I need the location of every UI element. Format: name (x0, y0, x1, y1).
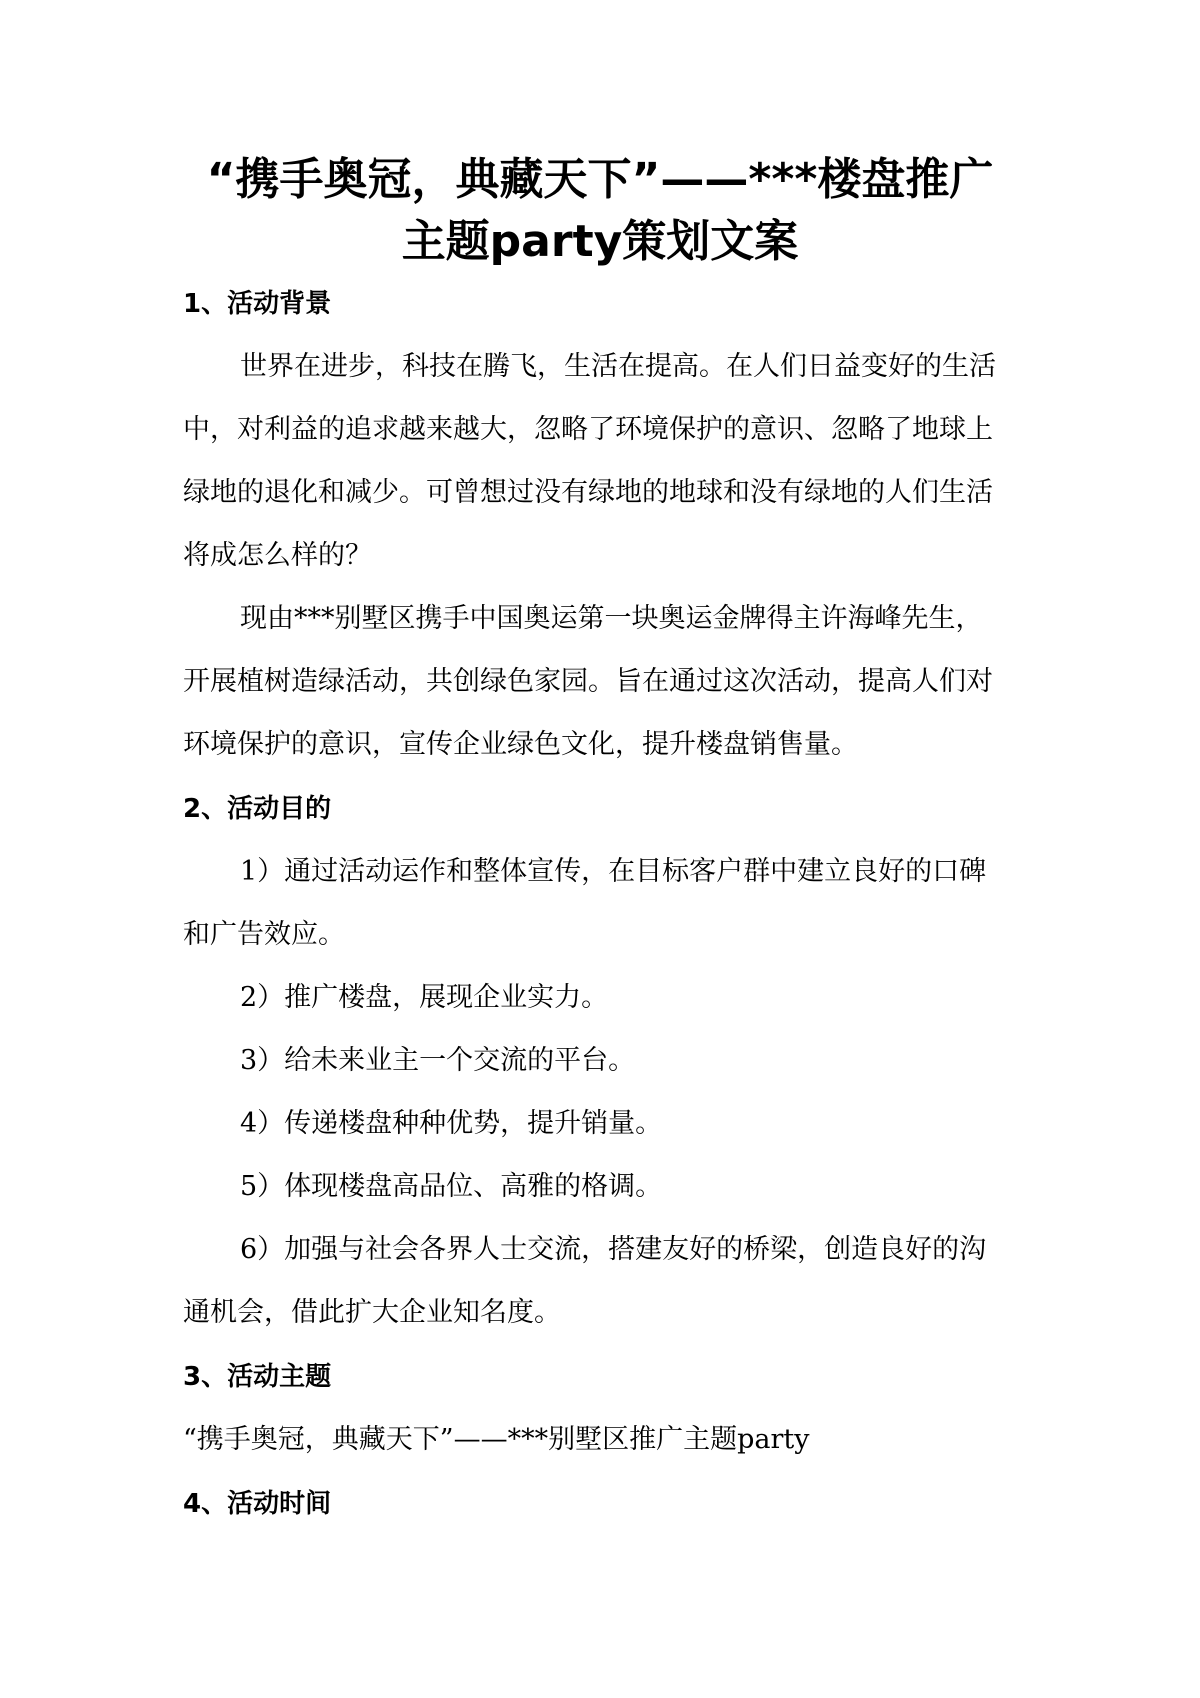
document-title-line-1: “携手奥冠，典藏天下”——***楼盘推广 (206, 154, 994, 205)
list-item-line: 4）传递楼盘种种优势，提升销量。 (240, 1108, 663, 1139)
paragraph-line: 现由***别墅区携手中国奥运第一块奥运金牌得主许海峰先生， (240, 603, 983, 634)
section-heading-purpose: 2、活动目的 (183, 794, 332, 824)
document-title-line-2: 主题party策划文案 (401, 216, 799, 267)
list-item-line: 和广告效应。 (183, 919, 345, 950)
list-item-line: 5）体现楼盘高品位、高雅的格调。 (240, 1171, 663, 1202)
paragraph-line: 世界在进步，科技在腾飞，生活在提高。在人们日益变好的生活 (240, 351, 996, 382)
paragraph-line: 将成怎么样的？ (183, 540, 372, 571)
paragraph-line: 中，对利益的追求越来越大，忽略了环境保护的意识、忽略了地球上 (183, 414, 993, 445)
list-item-line: 3）给未来业主一个交流的平台。 (240, 1045, 636, 1076)
list-item-line: 2）推广楼盘，展现企业实力。 (240, 982, 609, 1013)
theme-text: “携手奥冠，典藏天下”——***别墅区推广主题party (183, 1424, 810, 1455)
list-item-line: 1）通过活动运作和整体宣传，在目标客户群中建立良好的口碑 (240, 856, 987, 887)
section-heading-time: 4、活动时间 (183, 1489, 332, 1519)
section-heading-background: 1、活动背景 (183, 289, 332, 319)
section-heading-theme: 3、活动主题 (183, 1362, 332, 1392)
list-item-line: 6）加强与社会各界人士交流，搭建友好的桥梁，创造良好的沟 (240, 1234, 987, 1265)
paragraph-line: 环境保护的意识，宣传企业绿色文化，提升楼盘销售量。 (183, 729, 858, 760)
paragraph-line: 开展植树造绿活动，共创绿色家园。旨在通过这次活动，提高人们对 (183, 666, 993, 697)
paragraph-line: 绿地的退化和减少。可曾想过没有绿地的地球和没有绿地的人们生活 (183, 477, 993, 508)
list-item-line: 通机会，借此扩大企业知名度。 (183, 1297, 561, 1328)
